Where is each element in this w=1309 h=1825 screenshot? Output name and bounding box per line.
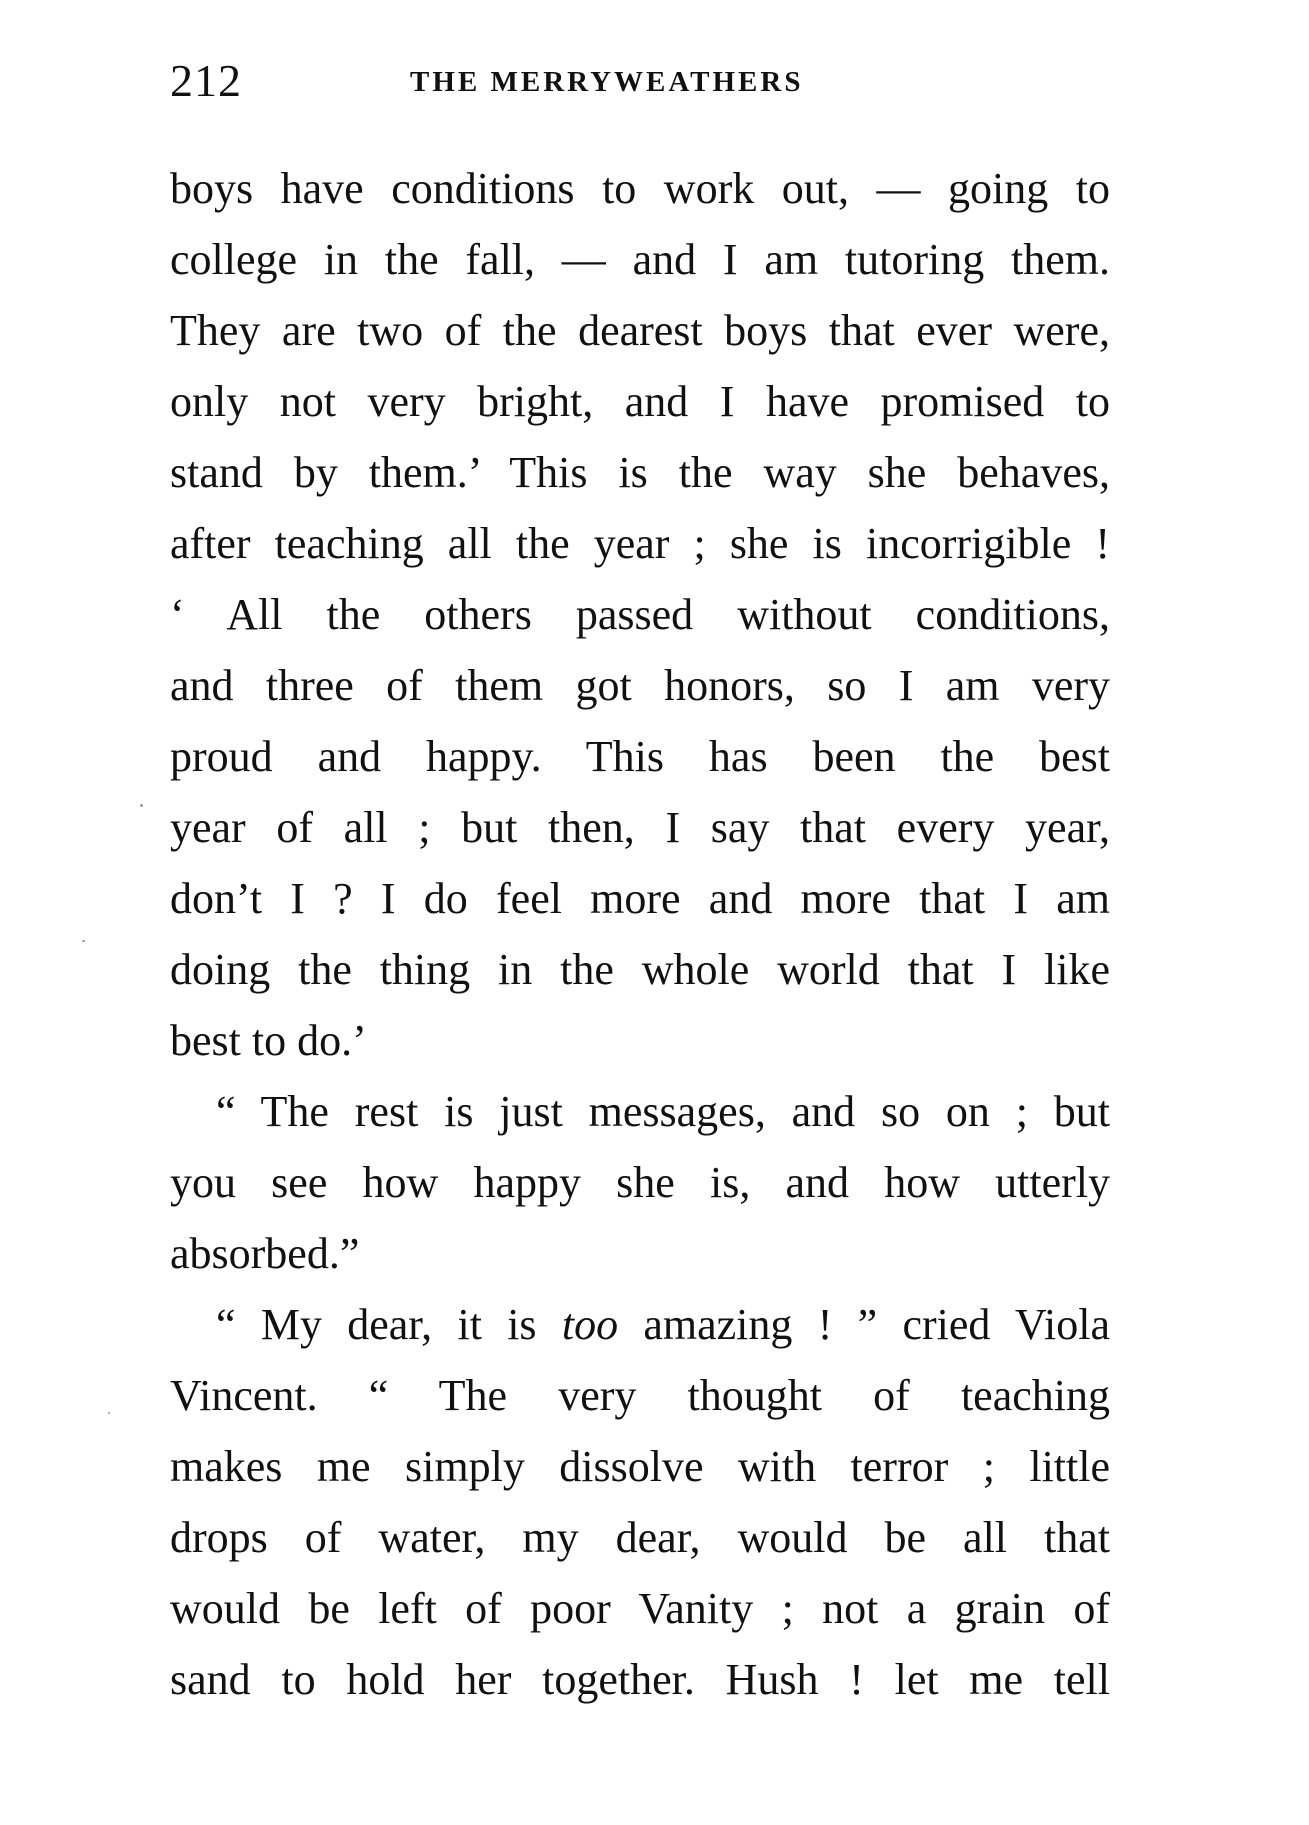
page-number: 212 [170,55,242,106]
text-line: stand by them.’ This is the way she behaves, [170,448,1110,497]
paragraph-start-line: “ The rest is just messages, and so on ; but [216,1087,1110,1136]
paper-speck [108,1412,110,1414]
paragraph-start-line [170,1289,1110,1360]
text-segment: “ My dear, it is [216,1300,562,1349]
text-line: sand to hold her together. Hush ! let me tell [170,1655,1110,1704]
text-line: absorbed.” [170,1229,360,1278]
running-head: THE MERRYWEATHERS [410,66,804,98]
text-line: college in the fall, — and I am tutoring them. [170,235,1110,284]
text-line: year of all ; but then, I say that every year, [170,803,1110,852]
body-text [170,153,1110,1715]
text-line: makes me simply dissolve with terror ; little [170,1442,1110,1491]
text-line: Vincent. “ The very thought of teaching [170,1371,1110,1420]
page-header [170,54,1130,114]
text-segment: amazing ! ” cried Viola [618,1300,1110,1349]
text-line: would be left of poor Vanity ; not a grain of [170,1584,1110,1633]
text-line: and three of them got honors, so I am very [170,661,1110,710]
text-line: proud and happy. This has been the best [170,732,1110,781]
text-line: you see how happy she is, and how utterly [170,1158,1110,1207]
text-line: best to do.’ [170,1016,367,1065]
text-line: after teaching all the year ; she is incorrigible ! [170,519,1110,568]
text-line: ‘ All the others passed without conditions, [170,590,1110,639]
text-line: doing the thing in the whole world that I like [170,945,1110,994]
paper-speck [140,804,143,807]
text-line: drops of water, my dear, would be all that [170,1513,1110,1562]
italic-text: too [561,1300,619,1349]
text-line: They are two of the dearest boys that ever were, [170,306,1110,355]
text-line: don’t I ? I do feel more and more that I am [170,874,1110,923]
text-line: only not very bright, and I have promised to [170,377,1110,426]
text-line: boys have conditions to work out, — going to [170,164,1110,213]
paper-speck [82,940,85,942]
